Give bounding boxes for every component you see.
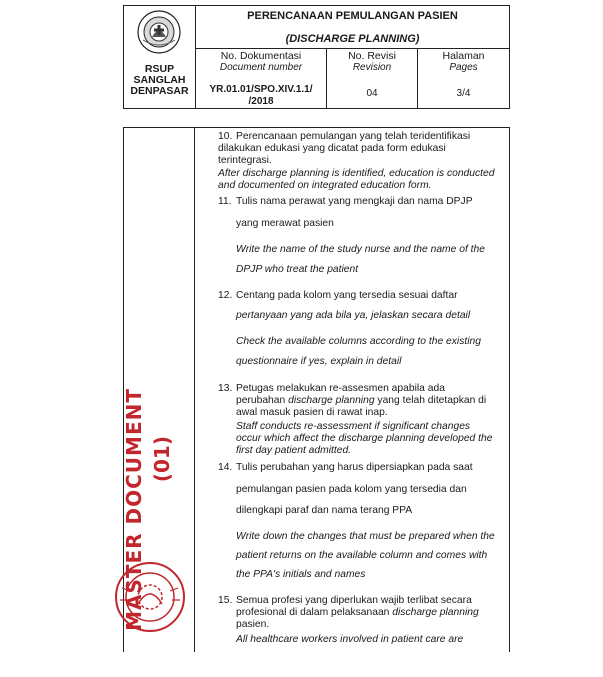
item-13-english-line3: first day patient admitted. [236,445,352,456]
item-11-english-line1: Write the name of the study nurse and the name of the [236,244,485,255]
pages-label-en: Pages [449,62,478,73]
item-15-text-line3: pasien. [236,619,270,630]
logo-cell [124,6,196,108]
document-number-label: No. Dokumentasi [220,50,302,62]
item-13-text-line2-c: yang telah ditetapkan di [374,395,487,406]
item-15-number: 15. [218,595,233,606]
item-14-text-line1: Tulis perubahan yang harus dipersiapkan pada saat [236,462,473,473]
revision-label: No. Revisi [348,50,396,62]
title-row [196,6,509,49]
item-14-english-line3: the PPA's initials and names [236,569,366,580]
item-12-text-line1: Centang pada kolom yang tersedia sesuai daftar [236,290,458,301]
item-11-text-line2: yang merawat pasien [236,218,334,229]
document-number-cell [196,48,327,108]
item-14-english-line2: patient returns on the available column and comes with [236,550,488,561]
item-15-text-line2-b: discharge planning [392,607,479,618]
item-11-text-line1: Tulis nama perawat yang mengkaji dan nama DPJP [236,196,473,207]
item-13-english-line1: Staff conducts re-assessment if significant changes [236,421,471,432]
hospital-logo-icon [137,10,181,54]
item-13-text-line2-a: perubahan [236,395,289,406]
item-13-text-line3: awal masuk pasien di rawat inap. [236,407,388,418]
item-13-text-line2-b: discharge planning [288,395,375,406]
item-11-number: 11. [218,196,232,207]
document-subtitle: (DISCHARGE PLANNING) [285,33,420,45]
document-title: PERENCANAAN PEMULANGAN PASIEN [247,10,458,22]
document-header [123,5,510,109]
item-12-english-line2: questionnaire if yes, explain in detail [236,356,402,367]
item-10-number: 10. [218,131,233,142]
item-13-text-line1: Petugas melakukan re-assesmen apabila ada [236,383,445,394]
item-11-english-line2: DPJP who treat the patient [236,264,359,275]
item-13-number: 13. [218,383,233,394]
master-document-stamp: MASTER DOCUMENT [122,388,146,631]
item-10-text-line1: Perencanaan pemulangan yang telah teridentifikasi [236,131,471,142]
master-document-stamp-number: (01) [150,436,174,483]
document-number-label-en: Document number [219,62,303,73]
red-seal-stamp-icon [110,558,190,636]
revision-label-en: Revision [352,62,392,73]
item-13-english-line2: occur which affect the discharge planning developed the [236,433,493,444]
revision-value: 04 [366,88,378,99]
item-10-english-line1: After discharge planning is identified, education is conducted [218,168,495,179]
item-14-text-line3: dilengkapi paraf dan nama terang PPA [236,505,413,516]
item-12-number: 12. [218,290,233,301]
org-name-line1: RSUP [144,63,175,75]
item-10-english-line2: and documented on integrated education form. [218,180,432,191]
item-14-number: 14. [218,462,233,473]
document-number-value-line1: YR.01.01/SPO.XIV.1.1/ [209,84,313,95]
org-name-line3: DENPASAR [130,85,189,97]
item-13-text-line2 [236,395,486,407]
item-12-english-line1: Check the available columns according to the existing [236,336,481,347]
item-10-text-line3: terintegrasi. [218,155,272,166]
item-15-text-line1: Semua profesi yang diperlukan wajib terlibat secara [236,595,472,606]
item-15-text-line2-a: profesional di dalam pelaksanaan [236,607,393,618]
pages-value: 3/4 [456,88,471,99]
item-14-english-line1: Write down the changes that must be prepared when the [236,531,495,542]
item-12-text-line2: pertanyaan yang ada bila ya, jelaskan secara detail [236,310,471,321]
item-15-english-line1: All healthcare workers involved in patient care are [236,634,464,645]
item-10-text-line2: dilakukan edukasi yang dicatat pada form edukasi [218,143,446,154]
pages-cell [418,48,509,108]
pages-label: Halaman [442,50,485,62]
document-number-value-line2: /2018 [248,96,274,107]
org-name-line2: SANGLAH [133,74,186,86]
column-divider [194,127,195,652]
item-14-text-line2: pemulangan pasien pada kolom yang tersedia dan [236,484,467,495]
revision-cell [327,48,418,108]
item-15-text-line2 [236,607,479,619]
